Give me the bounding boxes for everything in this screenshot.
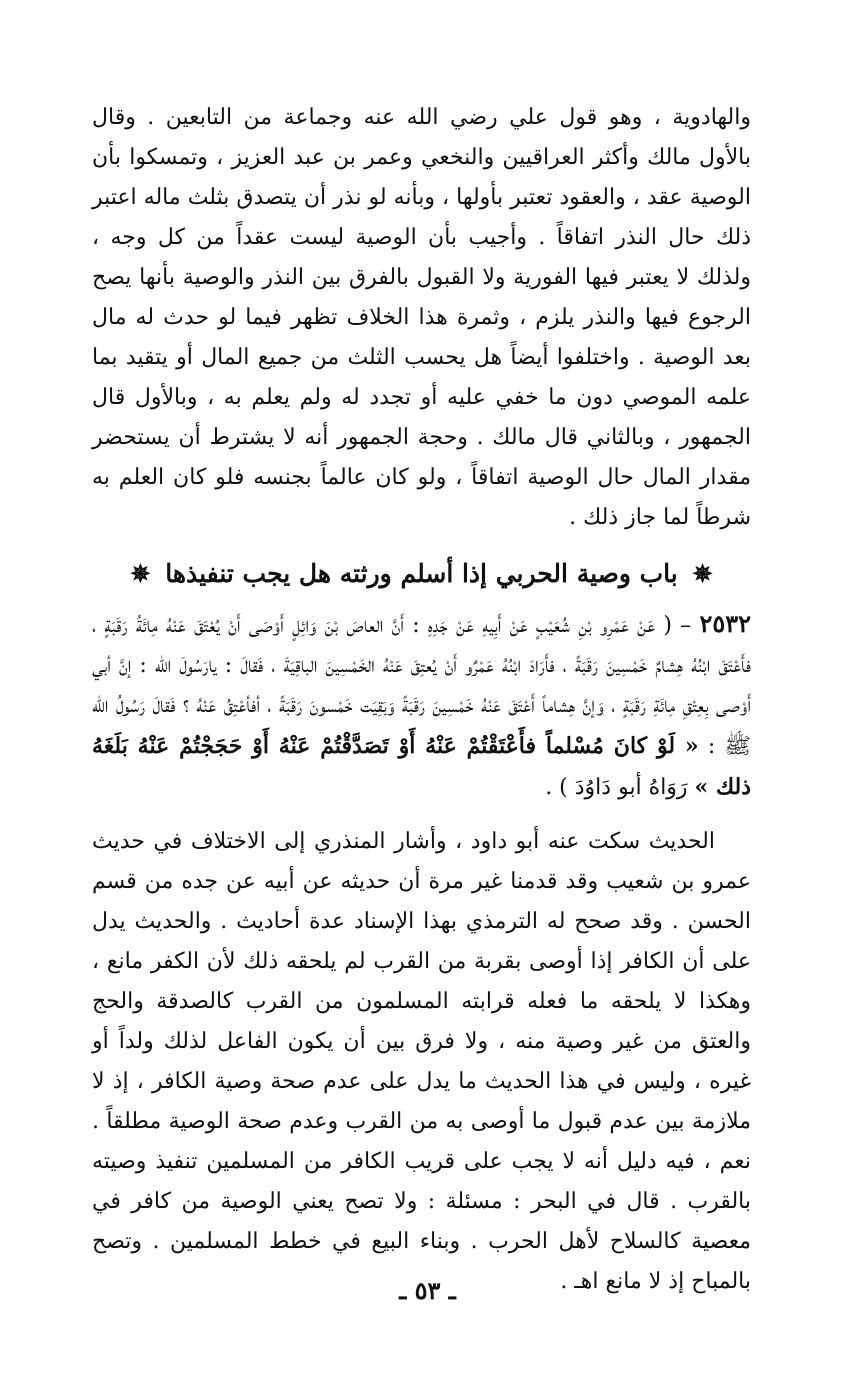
hadith-source: رَوَاهُ أبو دَاوُدَ ) . — [545, 775, 695, 800]
page-number: ـ ٥٣ ـ — [399, 1276, 456, 1305]
commentary-text: الحديث سكت عنه أبو داود ، وأشار المنذري إلى الاختلاف في حديث عمرو بن شعيب وقد قدمنا غير مرة أن حديثه عن أبيه عن جده من قسم الحسن . وقد صحح له الترمذي بهذا الإسناد عدة أحاديث . والحديث يدل على أن الكافر إذا أوصى بقربة من القرب لم يلحقه ذلك لأن الكفر مانع ، وهكذا لا يلحقه ما فعله قرابته المسلمون من القرب كالصدقة والحج والعتق من غير وصية منه ، ولا فرق بين أن يكون الفاعل لذلك ولداً أو غيره ، وليس في هذا الحديث ما يدل على عدم صحة وصية الكافر ، إذ لا ملازمة بين عدم قبول ما أوصى به من القرب وعدم صحة الوصية مطلقاً . نعم ، فيه دليل أنه لا يجب على قريب الكافر من المسلمين تنفيذ وصيته بالقرب . قال في البحر : مسئلة : ولا تصح يعني الوصية من كافر في معصية كالسلاح لأهل الحرب . وبناء البيع في خطط المسلمين . وتصح بالمباح إذ لا مانع اهـ . — [92, 829, 751, 1294]
hadith-number: ٢٥٣٢ — [699, 609, 752, 638]
hadith-block — [92, 604, 751, 808]
star-ornament-left-icon: ✵ — [130, 559, 151, 588]
section-heading — [92, 554, 751, 594]
hadith-text: ( عَنْ عَمْرِو بْنِ شُعَيْبٍ عَنْ أَبِيهِ عَنْ جَدِهِ : أَنَّ العاصَ بْنَ وَائِلٍ أَوْصَى أَنْ يُعْتَقَ عَنْهُ مِائَةُ رَقَبَةٍ ، فأَعْتَقَ ابْنُهُ هِشامٌ خَمْسِينَ رَقَبَةً ، فأَرَادَ ابْنُهُ عَمْرٌو أَنْ يُعتِقَ عَنْهُ الخَمْسِينَ الباقِيَةَ ، فَقالَ : يارَسُولَ الله : إنَّ أبي أَوْصى بِعِتْقِ مِائَةِ رَقَبَةٍ ، وَإنَّ هِشاماً أَعْتَقَ عَنْهُ خَمْسِينَ رَقَبَةً وَبَقِيَت خَمْسونَ رَقَبَةً ، أفأعْتِقُ عَنْهُ ؟ فَقالَ رَسُولُ الله ﷺ : — [92, 613, 751, 759]
page-body — [92, 98, 751, 1302]
star-ornament-right-icon: ✵ — [692, 559, 713, 588]
hadith-prophetic-quote: « لَوْ كانَ مُسْلماً فأَعْتَقْتُمْ عَنْهُ أَوْ تَصَدَّقْتُمْ عَنْهُ أَوْ حَجَجْتُمْ عَنْهُ بَلَغَهُ ذلك » — [92, 733, 751, 800]
commentary-paragraph — [92, 822, 751, 1302]
top-paragraph: والهادوية ، وهو قول علي رضي الله عنه وجماعة من التابعين . وقال بالأول مالك وأكثر العراقيين والنخعي وعمر بن عبد العزيز ، وتمسكوا بأن الوصية عقد ، والعقود تعتبر بأولها ، وبأنه لو نذر أن يتصدق بثلث ماله اعتبر ذلك حال النذر اتفاقاً . وأجيب بأن الوصية ليست عقداً من كل وجه ، ولذلك لا يعتبر فيها الفورية ولا القبول بالفرق بين النذر والوصية بأنها يصح الرجوع فيها والنذر يلزم ، وثمرة هذا الخلاف تظهر فيما لو حدث له مال بعد الوصية . واختلفوا أيضاً هل يحسب الثلث من جميع المال أو يتقيد بما علمه الموصي دون ما خفي عليه أو تجدد له ولم يعلم به ، وبالأول قال الجمهور ، وبالثاني قال مالك . وحجة الجمهور أنه لا يشترط أن يستحضر مقدار المال حال الوصية اتفاقاً ، ولو كان عالماً بجنسه فلو كان العلم به شرطاً لما جاز ذلك . — [92, 105, 751, 530]
hadith-separator: – — [671, 613, 700, 638]
section-heading-title: باب وصية الحربي إذا أسلم ورثته هل يجب تنفيذها — [165, 559, 678, 588]
